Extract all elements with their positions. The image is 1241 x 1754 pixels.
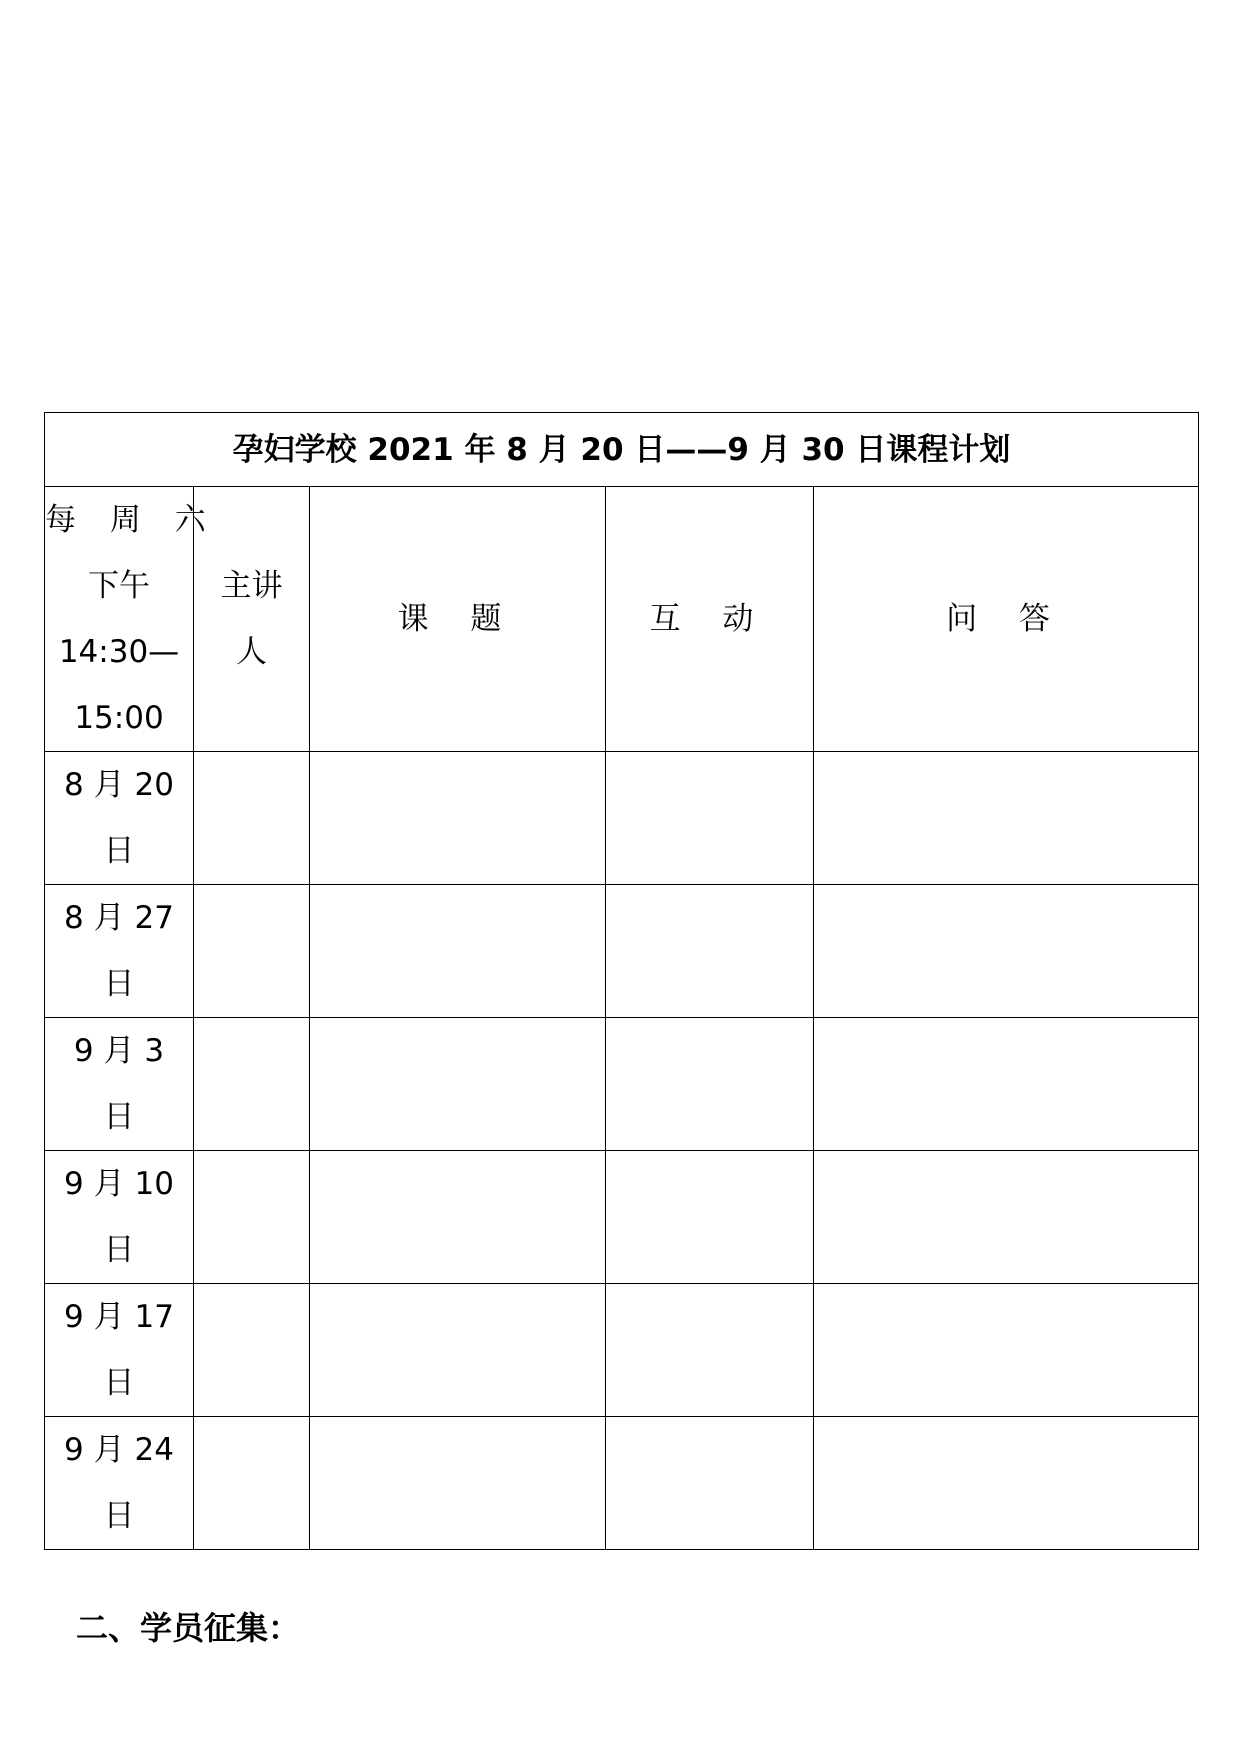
table-title: 孕妇学校 2021 年 8 月 20 日——9 月 30 日课程计划 [45,413,1199,487]
interaction-cell [606,1284,814,1417]
topic-cell [310,1018,606,1151]
header-time-line: 14:30— [58,634,180,670]
table-row [45,885,1199,1018]
date-cell: 9 月 3 日 [45,1018,194,1151]
table-row [45,1018,1199,1151]
speaker-cell [194,752,310,885]
topic-cell [310,1284,606,1417]
header-speaker-line: 人 [236,634,267,670]
header-time-line: 每 周 六 [45,502,218,538]
speaker-cell [194,1151,310,1284]
header-interaction: 互 动 [606,487,814,752]
table-title-row [45,413,1199,487]
qa-cell [814,752,1199,885]
interaction-cell [606,752,814,885]
speaker-cell [194,1018,310,1151]
header-time-line: 15:00 [74,700,164,736]
date-cell: 8 月 20 日 [45,752,194,885]
header-time-line: 下午 [88,568,150,604]
section-heading: 二、学员征集： [76,1609,301,1647]
date-cell: 9 月 17 日 [45,1284,194,1417]
qa-cell [814,1417,1199,1550]
table-header-row [45,487,1199,752]
table-row [45,752,1199,885]
table-row [45,1417,1199,1550]
interaction-cell [606,1417,814,1550]
header-speaker-line: 主讲 [220,568,283,604]
topic-cell [310,752,606,885]
speaker-cell [194,885,310,1018]
speaker-cell [194,1284,310,1417]
topic-cell [310,885,606,1018]
course-schedule-table [44,412,1199,1550]
header-qa: 问 答 [814,487,1199,752]
date-cell: 9 月 10 日 [45,1151,194,1284]
header-topic: 课 题 [310,487,606,752]
table-row [45,1284,1199,1417]
date-cell: 8 月 27 日 [45,885,194,1018]
speaker-cell [194,1417,310,1550]
table-row [45,1151,1199,1284]
interaction-cell [606,1151,814,1284]
interaction-cell [606,1018,814,1151]
qa-cell [814,1151,1199,1284]
topic-cell [310,1151,606,1284]
qa-cell [814,1284,1199,1417]
header-time [45,487,218,752]
topic-cell [310,1417,606,1550]
qa-cell [814,1018,1199,1151]
date-cell: 9 月 24 日 [45,1417,194,1550]
qa-cell [814,885,1199,1018]
interaction-cell [606,885,814,1018]
